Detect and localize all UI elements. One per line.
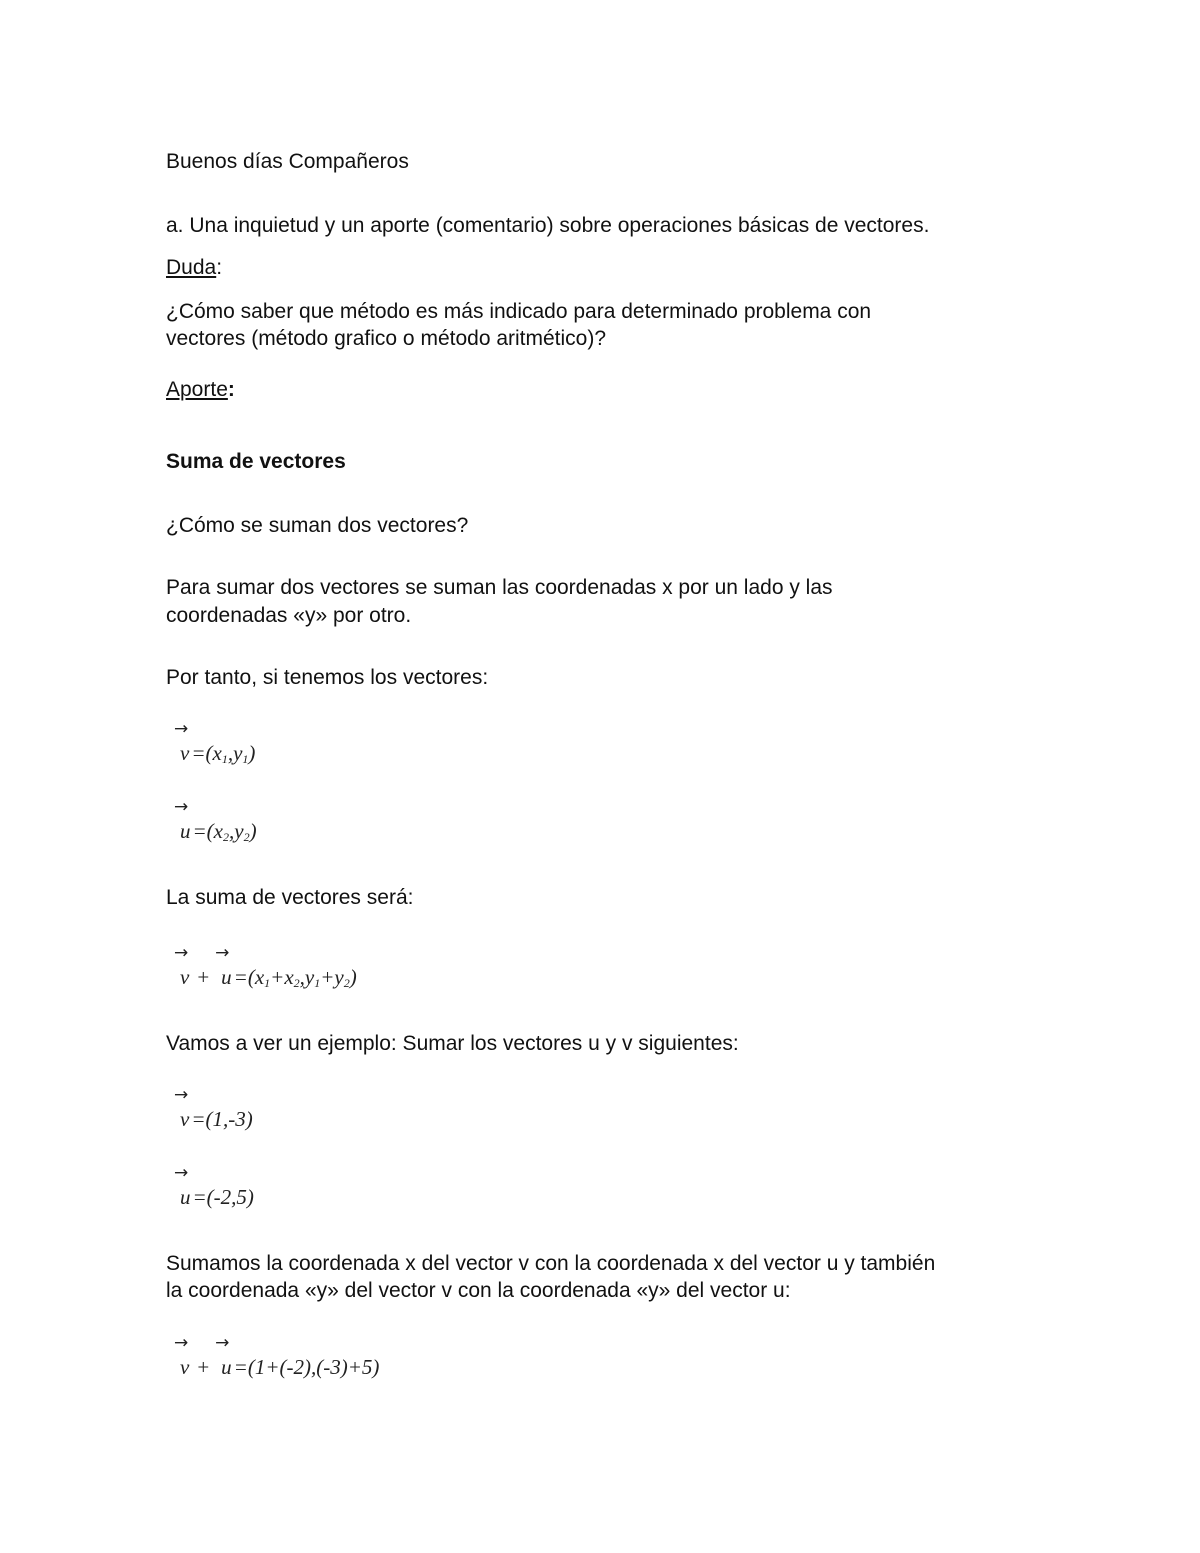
vector-v: → v bbox=[174, 943, 190, 989]
arrow-icon: → bbox=[174, 1085, 189, 1105]
vector-v: → v bbox=[174, 1085, 190, 1131]
equation-v-example: → v=(1,-3) bbox=[174, 1085, 253, 1131]
vector-u: → u bbox=[174, 797, 191, 843]
question-line-2: vectores (método grafico o método aritmético)? bbox=[166, 327, 607, 350]
greeting: Buenos días Compañeros bbox=[166, 150, 409, 173]
section-title: Suma de vectores bbox=[166, 450, 346, 473]
equation-sum-general: → v + → $u=(x_1+x_2,y_1+y_2)$ bbox=[174, 943, 357, 990]
arrow-icon: → bbox=[174, 1333, 189, 1353]
equation-v-definition: → $v=(x_1,y_1)$ bbox=[174, 719, 256, 766]
arrow-icon: → bbox=[174, 797, 189, 817]
arrow-icon: → bbox=[215, 943, 230, 963]
how-question: ¿Cómo se suman dos vectores? bbox=[166, 514, 469, 537]
question-line-1: ¿Cómo saber que método es más indicado para determinado problema con bbox=[166, 300, 872, 323]
vector-u: → u bbox=[215, 1333, 232, 1379]
vector-u: → u bbox=[174, 1163, 191, 1209]
arrow-icon: → bbox=[174, 719, 189, 739]
vector-v: → v bbox=[174, 719, 190, 765]
aporte-colon: : bbox=[227, 378, 235, 401]
arrow-icon: → bbox=[174, 943, 189, 963]
equation-sum-example: → v + → u=(1+(-2),(-3)+5) bbox=[174, 1333, 380, 1379]
por-tanto: Por tanto, si tenemos los vectores: bbox=[166, 666, 489, 689]
duda-heading bbox=[166, 254, 222, 281]
aporte-label: Aporte bbox=[166, 378, 228, 401]
aporte-heading bbox=[166, 376, 235, 403]
arrow-icon: → bbox=[174, 1163, 189, 1183]
vector-u: → u bbox=[215, 943, 232, 989]
equation-u-definition: → $u=(x_2,y_2)$ bbox=[174, 797, 257, 844]
duda-colon: : bbox=[216, 256, 223, 279]
duda-label: Duda bbox=[166, 256, 217, 279]
vector-v: → v bbox=[174, 1333, 190, 1379]
equation-u-example: → u=(-2,5) bbox=[174, 1163, 254, 1209]
vamos-ejemplo: Vamos a ver un ejemplo: Sumar los vectores u y v siguientes: bbox=[166, 1032, 739, 1055]
sumamos-line-2: la coordenada «y» del vector v con la coordenada «y» del vector u: bbox=[166, 1279, 791, 1302]
sumamos-line-1: Sumamos la coordenada x del vector v con la coordenada x del vector u y también bbox=[166, 1252, 936, 1275]
la-suma: La suma de vectores será: bbox=[166, 886, 414, 909]
item-a: a. Una inquietud y un aporte (comentario) sobre operaciones básicas de vectores. bbox=[166, 214, 930, 237]
para-line-2: coordenadas «y» por otro. bbox=[166, 604, 412, 627]
arrow-icon: → bbox=[215, 1333, 230, 1353]
para-line-1: Para sumar dos vectores se suman las coordenadas x por un lado y las bbox=[166, 576, 833, 599]
